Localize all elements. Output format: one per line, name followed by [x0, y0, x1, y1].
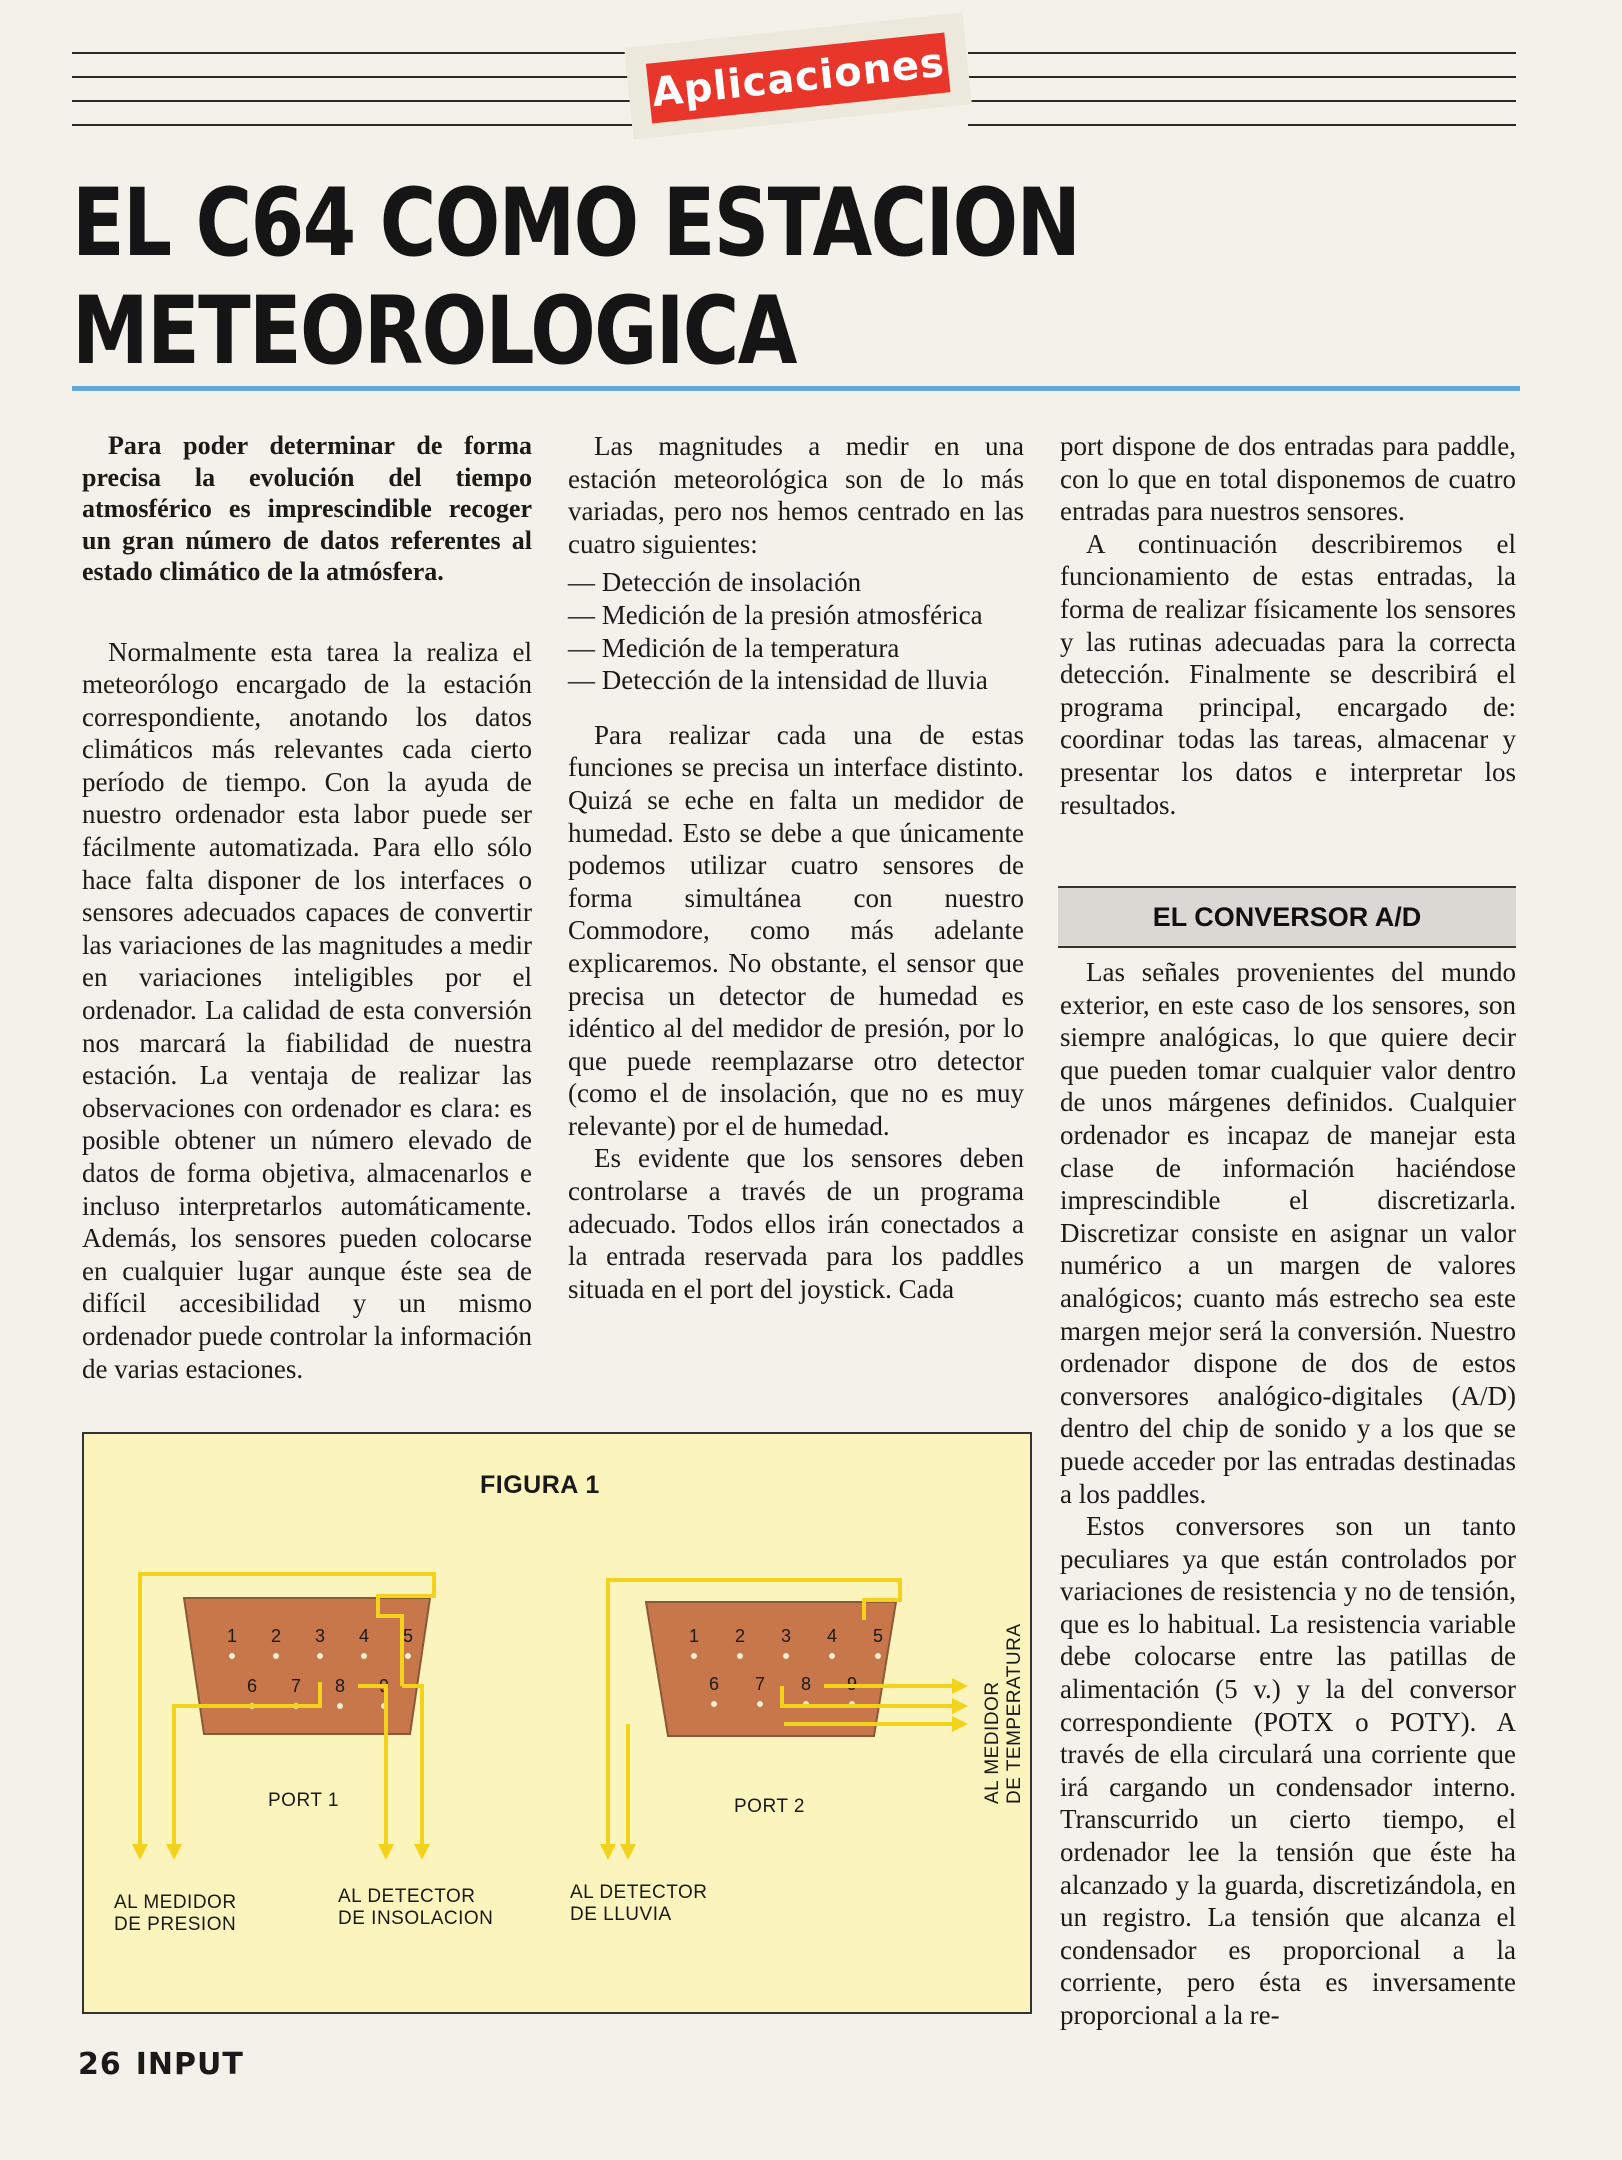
- port-1-connector-shape: [184, 1598, 430, 1734]
- list-item: — Medición de la presión atmosférica: [568, 599, 1024, 632]
- port-2-pin-label: 4: [826, 1626, 838, 1646]
- figure-title: FIGURA 1: [480, 1471, 600, 1499]
- wire-insolacion-1: [174, 1682, 320, 1844]
- arrow-insolacion: [166, 1844, 182, 1860]
- port-1-pin-label: 6: [246, 1676, 258, 1696]
- arrow-presion: [132, 1844, 148, 1860]
- header-rule: [72, 100, 632, 102]
- section-badge: [624, 12, 972, 139]
- port-2-connector-shape: [646, 1602, 896, 1736]
- port-1-pin-label: 1: [226, 1626, 238, 1646]
- title-underline: [72, 386, 1520, 391]
- title-line-2: METEOROLOGICA: [72, 277, 796, 386]
- body-paragraph: Para realizar cada una de estas funciones se precisa un interface distinto. Quizá se eche en falta un medidor de humedad. Esto se debe a que únicamente podemos utilizar cuatro sensores de forma simultánea con nuestro Commodore, como más adelante explicaremos. No obstante, el sensor que precisa un detector de humedad es idéntico al del medidor de presión, por lo que puede reemplazarse otro detector (como el de insolación, que no es muy relevante) por el de humedad.: [568, 719, 1024, 1141]
- page-title: [72, 169, 1080, 386]
- port-2-pin-label: 5: [872, 1626, 884, 1646]
- port-1-pin: [405, 1653, 411, 1659]
- label-lluvia: AL DETECTOR DE LLUVIA: [570, 1882, 708, 1925]
- port-1-pin: [337, 1703, 343, 1709]
- title-line-1: EL C64 COMO ESTACION: [72, 169, 1080, 278]
- lead-paragraph: Para poder determinar de forma precisa la evolución del tiempo atmosférico es imprescindible recoger un gran número de datos referentes al estado climático de la atmósfera.: [82, 431, 532, 586]
- body-paragraph: Normalmente esta tarea la realiza el meteorólogo encargado de la estación correspondiente, anotando los datos climáticos más relevantes cada cierto período de tiempo. Con la ayuda de nuestro ordenador esta labor puede ser fácilmente automatizada. Para ello sólo hace falta disponer de los interfaces o sensores adecuados capaces de convertir las variaciones de las magnitudes a medir en variaciones inteligibles por el ordenador. La calidad de esta conversión nos marcará la fiabilidad de nuestra estación. La ventaja de realizar las observaciones con ordenador es clara: es posible obtener un número elevado de datos de forma objetiva, almacenarlos e incluso interpretarlos automáticamente. Además, los sensores pueden colocarse en cualquier lugar aunque éste sea de difícil accesibilidad y un mismo ordenador puede controlar la información de varias estaciones.: [82, 636, 532, 1384]
- port-2-pin: [783, 1653, 789, 1659]
- header-rule: [968, 100, 1516, 102]
- port-1-pin-label: 4: [358, 1626, 370, 1646]
- figure-1: [82, 1432, 1032, 2014]
- body-paragraph: Es evidente que los sensores deben controlarse a través de un programa adecuado. Todos ellos irán conectados a la entrada reservada para los paddles situada en el port del joystick. Cada: [568, 1143, 1024, 1304]
- port-1-pin-label: 3: [314, 1626, 326, 1646]
- port-2-pin-label: 1: [688, 1626, 700, 1646]
- body-paragraph: Estos conversores son un tanto peculiares ya que están controlados por variaciones de resistencia y no de tensión, que es lo habitual. La resistencia variable debe colocarse entre las patillas de alimentación (5 v.) y la del conversor correspondiente (POTX o POTY). A través de ella circulará una corriente que irá cargando un condensador interno. Transcurrido un cierto tiempo, el ordenador lee la tensión que éste ha alcanzado y la guarda, discretizándola, en un registro. La tensión que alcanza el condensador es proporcional a la corriente, pero ésta es inversamente proporcional a la re-: [1060, 1511, 1516, 2030]
- magnitudes-list: [568, 566, 1024, 696]
- arrow-lluvia: [600, 1844, 616, 1860]
- header-rule: [72, 52, 632, 54]
- port-2-pin: [875, 1653, 881, 1659]
- port-2-pin-label: 3: [780, 1626, 792, 1646]
- port-1-pin-label: 2: [270, 1626, 282, 1646]
- body-paragraph: Las señales provenientes del mundo exterior, en este caso de los sensores, son siempre analógicas, lo que quiere decir que pueden tomar cualquier valor dentro de unos márgenes definidos. Cualquier ordenador es incapaz de manejar esta clase de información haciéndose imprescindible el discretizarla. Discretizar consiste en asignar un valor numérico a un margen de valores analógicos; cuanto más estrecho sea este margen mejor será la conversión. Nuestro ordenador dispone de dos de estos conversores analógico-digitales (A/D) dentro del chip de sonido y a los que se puede acceder por las entradas destinadas a los paddles.: [1060, 957, 1516, 1509]
- page-footer: [78, 2047, 258, 2082]
- port-2-pin: [691, 1653, 697, 1659]
- section-badge-label: Aplicaciones: [646, 32, 951, 123]
- arrow-insolacion: [414, 1844, 430, 1860]
- port-2-pin-label: 7: [754, 1674, 766, 1694]
- port-2-pin: [737, 1653, 743, 1659]
- port-2-pin-label: 8: [800, 1674, 812, 1694]
- column-2: [568, 430, 1024, 1305]
- port-2-pin: [829, 1653, 835, 1659]
- header-rule: [72, 124, 632, 126]
- arrow-temperatura: [952, 1716, 968, 1732]
- port-2-label: PORT 2: [734, 1796, 805, 1817]
- body-paragraph: Las magnitudes a medir en una estación meteorológica son de lo más variadas, pero nos hemos centrado en las cuatro siguientes:: [568, 431, 1024, 559]
- section-heading: EL CONVERSOR A/D: [1058, 886, 1516, 948]
- port-1-pin: [229, 1653, 235, 1659]
- magazine-name: INPUT: [135, 2047, 244, 2082]
- port-1-pin-label: 5: [402, 1626, 414, 1646]
- label-presion: AL MEDIDOR DE PRESION: [114, 1892, 237, 1935]
- body-paragraph: A continuación describiremos el funcionamiento de estas entradas, la forma de realizar físicamente los sensores y las rutinas adecuadas para la correcta detección. Finalmente se describirá el programa principal, encargado de: coordinar todas las tareas, almacenar y presentar los datos e interpretar los resultados.: [1060, 528, 1516, 820]
- column-1: [82, 430, 532, 1385]
- header-rule: [968, 76, 1516, 78]
- port-1-pin-label: 9: [378, 1676, 390, 1696]
- list-item: — Medición de la temperatura: [568, 632, 1024, 665]
- header-rule: [968, 52, 1516, 54]
- port-1-pin: [361, 1653, 367, 1659]
- port-1-label: PORT 1: [268, 1790, 339, 1811]
- arrow-temperatura: [952, 1678, 968, 1694]
- column-3: [1060, 430, 1516, 821]
- arrow-temperatura: [952, 1698, 968, 1714]
- label-insolacion: AL DETECTOR DE INSOLACION: [338, 1886, 494, 1929]
- port-2-pin-label: 9: [846, 1674, 858, 1694]
- port-2-pin: [757, 1701, 763, 1707]
- body-paragraph: port dispone de dos entradas para paddle, con lo que en total disponemos de cuatro entradas para nuestros sensores.: [1060, 431, 1516, 527]
- port-1-pin: [273, 1653, 279, 1659]
- port-2-pin-label: 6: [708, 1674, 720, 1694]
- port-2-pin: [711, 1701, 717, 1707]
- label-temperatura: AL MEDIDOR DE TEMPERATURA: [982, 1623, 1025, 1804]
- arrow-lluvia: [620, 1844, 636, 1860]
- port-1-pin-label: 8: [334, 1676, 346, 1696]
- header-rule: [968, 124, 1516, 126]
- arrow-insolacion: [378, 1844, 394, 1860]
- port-1-pin-label: 7: [290, 1676, 302, 1696]
- port-1-pin: [317, 1653, 323, 1659]
- list-item: — Detección de insolación: [568, 566, 1024, 599]
- column-3-continued: [1060, 956, 1516, 2032]
- header-rule: [72, 76, 632, 78]
- port-2-pin-label: 2: [734, 1626, 746, 1646]
- page-number: 26: [78, 2047, 122, 2082]
- list-item: — Detección de la intensidad de lluvia: [568, 664, 1024, 697]
